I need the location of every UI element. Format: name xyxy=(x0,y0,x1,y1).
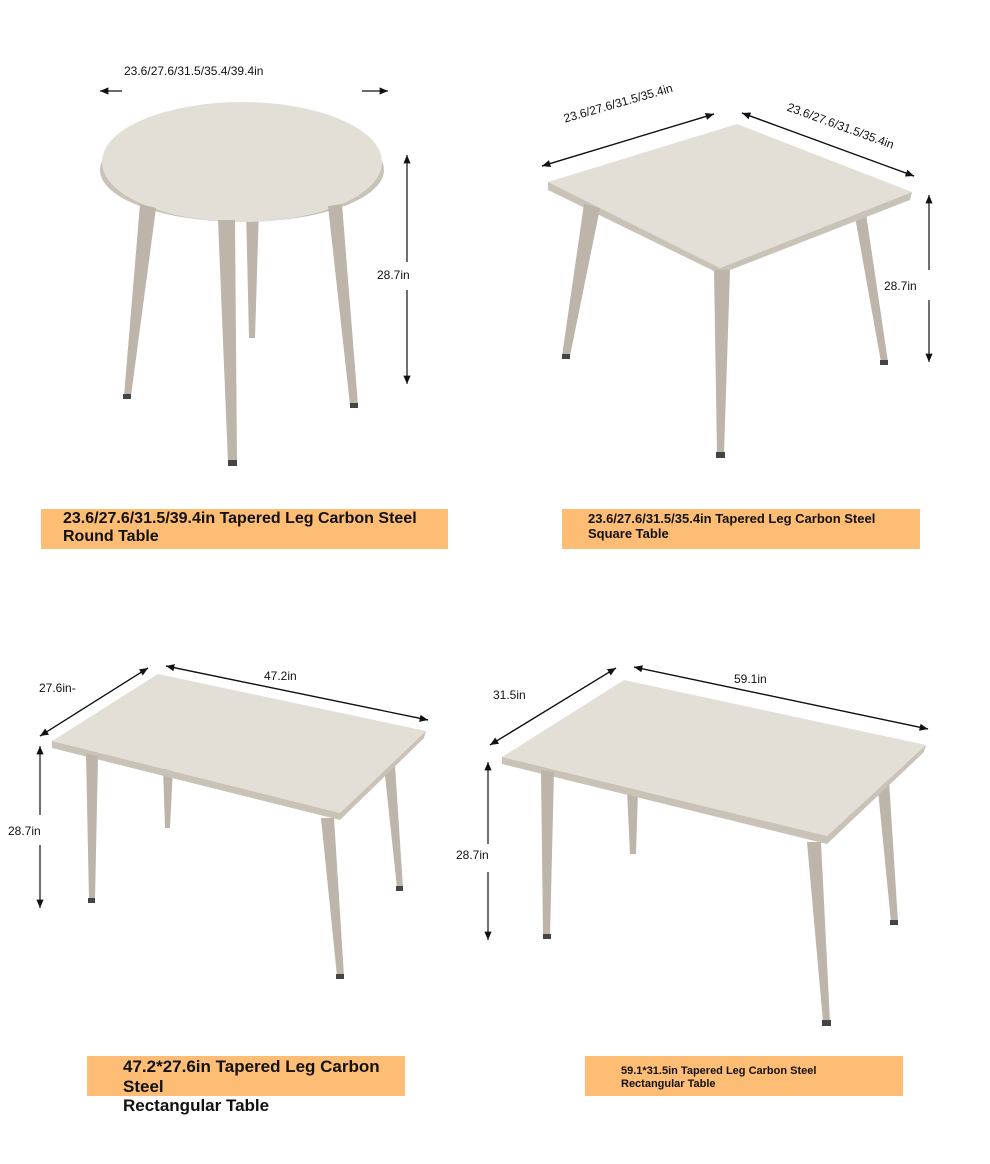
dimension-depth-label: 27.6in- xyxy=(39,681,76,695)
dimension-depth-label: 23.6/27.6/31.5/35.4in xyxy=(785,100,896,152)
dimension-width-label: 59.1in xyxy=(734,672,767,686)
caption-line-2: Round Table xyxy=(63,528,159,546)
caption-line-2: Rectangular Table xyxy=(621,1077,716,1090)
table-leg xyxy=(627,790,638,854)
product-caption xyxy=(585,1056,903,1096)
table-leg xyxy=(807,842,830,1022)
caption-line-1: 23.6/27.6/31.5/35.4in Tapered Leg Carbon Steel xyxy=(588,511,876,526)
dimension-height-label: 28.7in xyxy=(8,824,41,838)
dimension-height-label: 28.7in xyxy=(377,268,410,282)
dimension-height-label: 28.7in xyxy=(456,848,489,862)
caption-line-1: 23.6/27.6/31.5/39.4in Tapered Leg Carbon Steel xyxy=(63,510,417,527)
table-leg xyxy=(877,780,898,922)
dimension-height-label: 28.7in xyxy=(884,279,917,293)
dimension-width-label: 47.2in xyxy=(264,669,297,683)
caption-line-2: Rectangular Table xyxy=(123,1096,270,1116)
dimension-width-label: 23.6/27.6/31.5/35.4in xyxy=(562,80,675,126)
caption-line-1: 47.2*27.6in Tapered Leg Carbon Steel xyxy=(123,1057,380,1096)
caption-line-1: 59.1*31.5in Tapered Leg Carbon Steel xyxy=(621,1065,817,1077)
caption-line-2: Square Table xyxy=(588,525,669,541)
dimension-depth-label: 31.5in xyxy=(493,688,526,702)
dimension-width-label: 23.6/27.6/31.5/35.4/39.4in xyxy=(124,64,264,78)
table-leg xyxy=(541,770,554,936)
